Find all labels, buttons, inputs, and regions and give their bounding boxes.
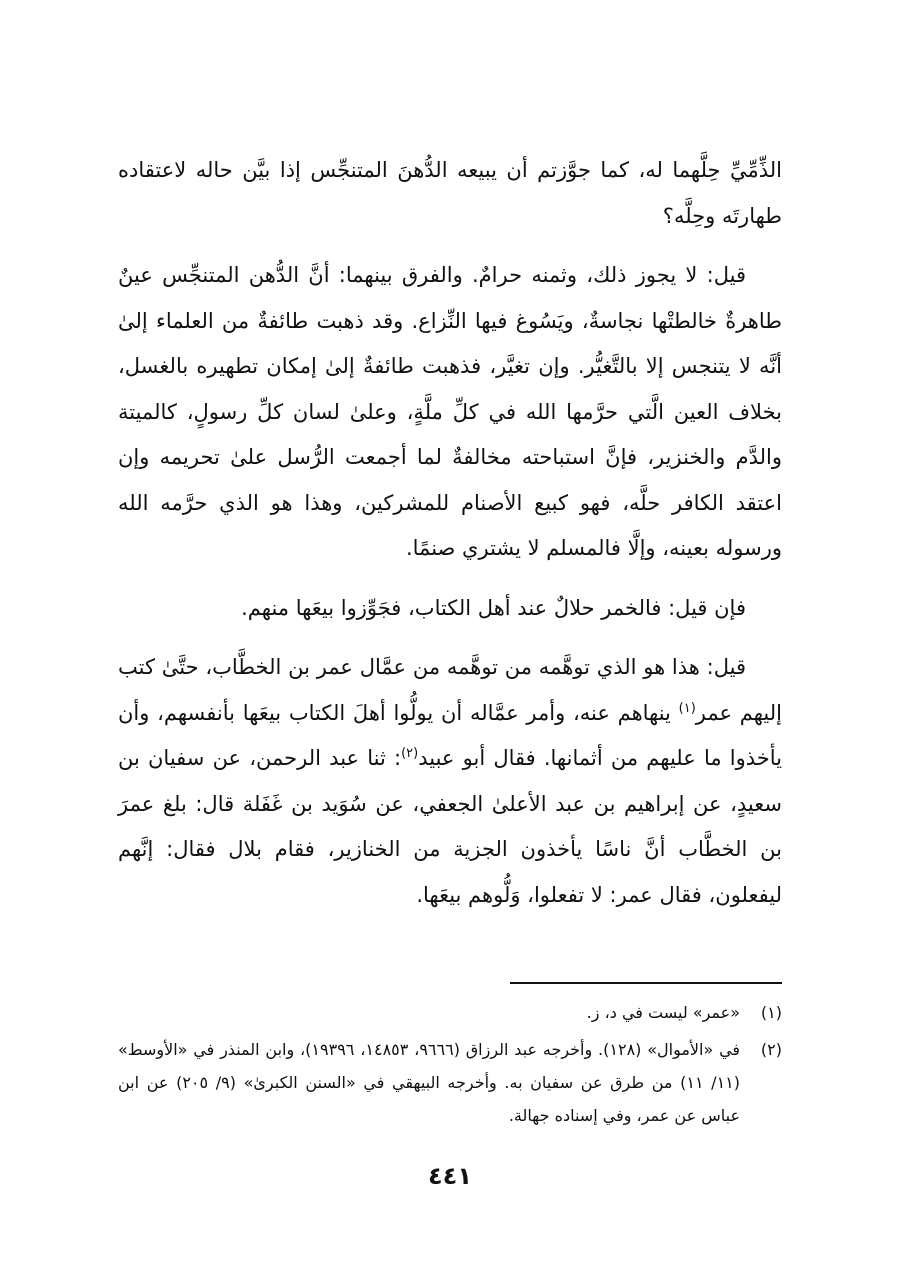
footnote — [118, 1033, 782, 1132]
footnote-number: (١) — [760, 1003, 782, 1022]
footnote-text: في «الأموال» (١٢٨). وأخرجه عبد الرزاق (٩٦٦٦، ١٤٨٥٣، ١٩٣٩٦)، وابن المنذر في «الأوسط» (١١/ ١١) من طرق عن سفيان به. وأخرجه البيهقي في «السنن الكبرىٰ» (٩/ ٢٠٥) عن ابن عباس عن عمر، وفي إسناده جهالة. — [118, 1040, 741, 1125]
footnote — [118, 996, 782, 1029]
paragraph-text: الذِّمِّيِّ حِلَّهما له، كما جوَّزتم أن يبيعه الدُّهنَ المتنجِّس إذا بيَّن حاله لاعتقاده طهارتَه وحِلَّه؟ — [118, 158, 782, 228]
footnote-text: «عمر» ليست في د، ز. — [586, 1003, 740, 1022]
footnote-separator — [510, 982, 782, 984]
paragraph-text: فإن قيل: فالخمر حلالٌ عند أهل الكتاب، فجَوِّزوا بيعَها منهم. — [241, 595, 746, 620]
paragraph-text: قيل: لا يجوز ذلك، وثمنه حرامٌ. والفرق بينهما: أنَّ الدُّهن المتنجِّس عينٌ طاهرةٌ خالطتْها نجاسةٌ، ويَسُوغ فيها النِّزاع. وقد ذهبت طائفةٌ من العلماء إلىٰ أنَّه لا يتنجس إلا بالتَّغيُّر. وإن تغيَّر، فذهبت طائفةٌ إلىٰ إمكان تطهيره بالغسل، بخلاف العين الَّتي حرَّمها الله في كلِّ ملَّةٍ، وعلىٰ لسان كلِّ رسولٍ، كالميتة والدَّم والخنزير، فإنَّ استباحته مخالفةٌ لما أجمعت الرُّسل علىٰ تحريمه وإن اعتقد الكافر حلَّه، فهو كبيع الأصنام للمشركين، وهذا هو الذي حرَّمه الله ورسوله بعينه، وإلَّا فالمسلم لا يشتري صنمًا. — [118, 263, 782, 560]
page-number: ٤٤١ — [428, 1162, 472, 1190]
main-text — [118, 148, 782, 932]
paragraph — [118, 253, 782, 572]
footnote-reference: (٢) — [401, 746, 419, 761]
paragraph — [118, 148, 782, 239]
footnotes — [118, 996, 782, 1136]
paragraph-text: قيل: هذا هو الذي توهَّمه من توهَّمه من عمَّال عمر بن الخطَّاب، حتَّىٰ كتب إليهم عمر — [118, 655, 782, 725]
paragraph-text: ينهاهم عنه، وأمر عمَّاله أن يولُّوا أهلَ الكتاب بيعَها بأنفسهم، وأن يأخذوا ما عليهم من أثمانها. فقال أبو عبيد — [118, 700, 782, 770]
paragraph — [118, 586, 782, 632]
paragraph — [118, 645, 782, 918]
footnote-reference: (١) — [678, 700, 696, 716]
paragraph-text: : ثنا عبد الرحمن، عن سفيان بن سعيدٍ، عن إبراهيم بن عبد الأعلىٰ الجعفي، عن سُوَيد بن غَفَلة قال: بلغ عمرَ بن الخطَّاب أنَّ ناسًا يأخذون الجزية من الخنازير، فقام بلال فقال: إنَّهم ليفعلون، فقال عمر: لا تفعلوا، وَلُّوهم بيعَها. — [118, 746, 782, 907]
footnote-number: (٢) — [760, 1040, 782, 1059]
